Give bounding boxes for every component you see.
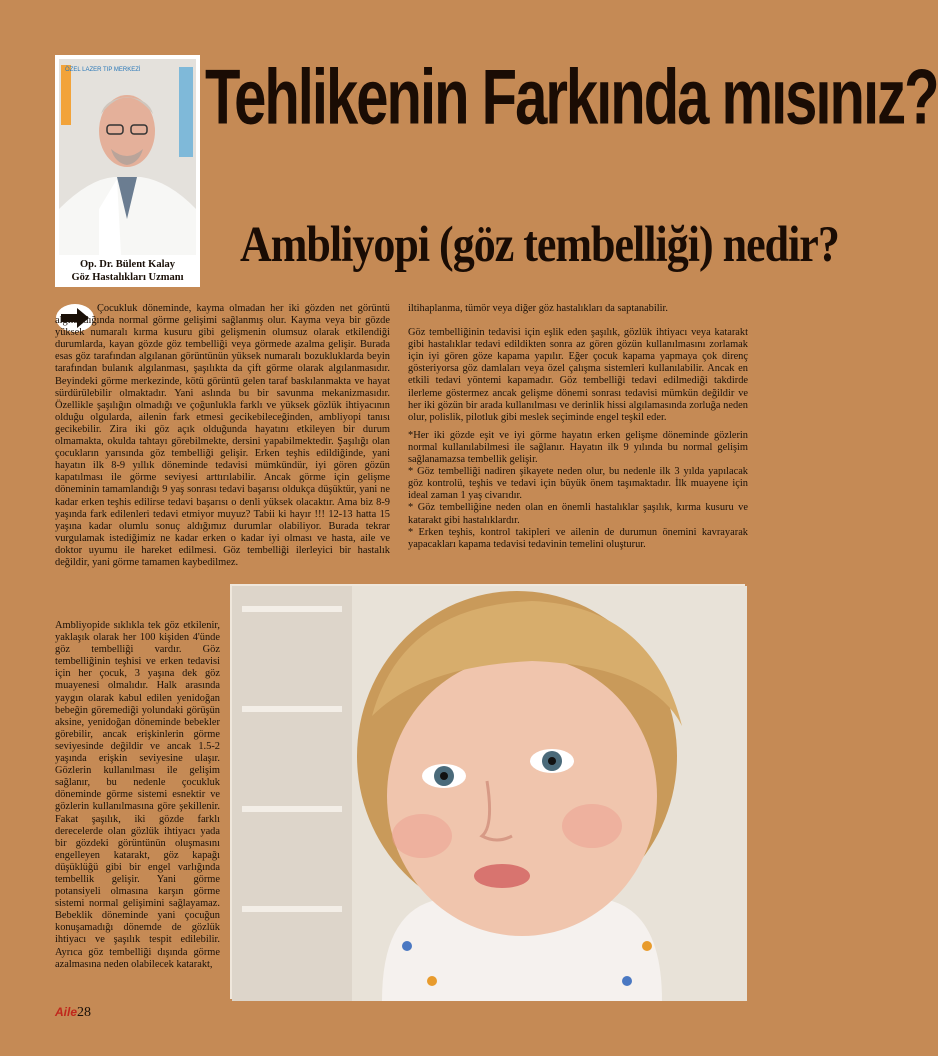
- bullet-paragraph: * Göz tembelliğine neden olan en önemli hastalıklar şaşılık, kırma kusuru ve katarakt gibi hastalıklardır.: [408, 502, 748, 526]
- doctor-portrait-image: [59, 59, 196, 255]
- child-face-image: [232, 586, 747, 1001]
- bullet-paragraph: *Her iki gözde eşit ve iyi görme hayatın erken gelişme döneminde gözlerin normal kullanılabilmesi ile sağlanır. Hayatın ilk 9 yılında bu normal gelişim sağlanamazsa tembellik gelişir.: [408, 429, 748, 466]
- article-subtitle: Ambliyopi (göz tembelliği) nedir?: [240, 216, 839, 273]
- left-column-lower: [55, 620, 220, 977]
- author-box: [55, 55, 200, 287]
- page-number: 28: [77, 1005, 92, 1020]
- magazine-logo: Aile: [55, 1005, 78, 1019]
- child-photo: [230, 584, 745, 999]
- paragraph: [55, 303, 390, 569]
- paragraph: Göz tembelliğinin tedavisi için eşlik eden şaşılık, gözlük ihtiyacı veya katarakt gibi hastalıklar tedavi edildikten sonra az gören gözün kullanılmasını zorlamak için iyi gören göze kapama yapılır. Eğer çocuk kapama yapmaya çok direnç gösteriyorsa göz damlaları veya özel çalışma sistemleri kullanılabilir. Ancak en etkili tedavi yöntemi kapamadır. Göz tembelliği tedavi edilmediği takdirde ilerleme göstermez ancak gelişme dönemi sonrası tedavisi mümkün değildir ve her iki gözün bir arada kullanılması ve derinlik hissi algılamasında zorluğa neden olur, polislik, pilotluk gibi meslek seçiminde engel teşkil eder.: [408, 327, 748, 423]
- right-column: [408, 303, 748, 551]
- author-caption: [55, 258, 200, 284]
- article-title: Tehlikenin Farkında mısınız?: [205, 53, 938, 142]
- left-column-upper: [55, 303, 390, 575]
- paragraph: Ambliyopide sıklıkla tek göz etkilenir, yaklaşık olarak her 100 kişiden 4'ünde göz tembelliği vardır. Göz tembelliğinin teşhisi ve erken tedavisi için her çocuk, 3 yaşına dek göz muayenesi olmalıdır. Halk arasında yaygın olarak kabul edilen yenidoğan bebeğin göremediği yolundaki görüşün aksine, yenidoğan döneminde bebekler görebilir, ancak erişkinlerin görme seviyesinde değildir ve ancak 1.5-2 yaşında erişkin seviyesine ulaşır. Gözlerin kullanılması ile gelişim sağlanır, bu nedenle çocukluk döneminde görme sistemi esnektir ve gözlerin kullanılmasına göre şekillenir. Fakat şaşılık, iki gözde farklı derecelerde olan gözlük ihtiyacı yada bir gözdeki görüntünün oluşmasını engelleyen katarakt, göz kapağı düşüklüğü gibi bir engel varlığında tembellik gelişir. Yani görme potansiyeli olmasına karşın görme sistemi normal gelişimini sağlayamaz. Bebeklik döneminde yani çocuğun konuşamadığı dönemde de gözlük ihtiyacı ve şaşılık tespit edilebilir. Ayrıca göz tembelliği dışında görme azalmasına neden olabilecek katarakt,: [55, 620, 220, 970]
- bullet-paragraph: * Erken teşhis, kontrol takipleri ve ailenin de durumun önemini kavrayarak yapacakları kapama tedavisi tedavinin temelini oluşturur.: [408, 526, 748, 550]
- author-photo: [59, 59, 196, 255]
- author-name: Op. Dr. Bülent Kalay: [79, 259, 175, 270]
- bullet-paragraph: * Göz tembelliği nadiren şikayete neden olur, bu nedenle ilk 3 yılda yapılacak göz kontrolü, teşhis ve tedavi için büyük önem taşımaktadır. İlk muayene için ideal zaman 1 yaş civarıdır.: [408, 466, 748, 502]
- paragraph: iltihaplanma, tümör veya diğer göz hastalıkları da saptanabilir.: [408, 303, 668, 314]
- clinic-sign-text: ÖZEL LAZER TIP MERKEZİ: [65, 67, 141, 73]
- page-footer: [55, 1005, 91, 1021]
- paragraph-text: Çocukluk döneminde, kayma olmadan her iki gözden net görüntü algılandığında normal görme gelişimi sağlanmış olur. Kayma veya bir gözde yüksek numaralı kırma kusuru gibi gelişmenin olumsuz olarak etkilendiği durumlarda, kayan gözde göz tembelliği veya görmede azalma gelişir. Burada esas göz tarafından algılanan görüntünün yüksek numaralı bozukluklarda beyin tarafından bulanık algılanması, şaşılıkta da çift görme olarak algılanmasıdır. Beyindeki görme merkezinde, kötü görüntü gelen taraf baskılanmakta ve hayat sürdürülebilir olmaktadır. Yani aslında bu bir savunma mekanizmasıdır. Özellikle şaşılığın olmadığı ve çoğunlukla farklı ve yüksek gözlük ihtiyacının olduğu olgularda, ailenin fark etmesi gecikebileceğinden, ambliyopi tanısı gecikebilir. Zira iki göz açık olduğunda hayatını etkileyen bir durum olmamakta, okulda tahtayı görebilmekte, dersini yapabilmektedir. Şaşılığı olan çocukların yarısında göz tembelliği gelişir. Erken teşhis edildiğinde, yani hayatın ilk 8-9 yıllık döneminde tedavisi mümkündür, iyi gören gözün kapatılması ile görme seviyesi arttırılabilir. Ancak görme için gelişme döneminin tamamlandığı 9 yaş sonrası tedavi başarısı oldukça düşüktür, yani ne kadar erken teşhis edilirse tedavi başarısı o denli yüksek olacaktır. Ama biz 8-9 yaşında fark edilenleri tedavi etmiyor muyuz? Tabii ki hayır !!! 12-13 hatta 15 yaşına kadar olumlu sonuç aldığımız durumlar olabiliyor. Burada tekrar vurgulamak istediğimiz ne kadar erken o kadar iyi olması ve hasta, aile ve doktor uyumu ile hareket edilmesi. Göz tembelliği ilerleyici bir hastalık değildir, yani görme tamamen kaybedilmez.: [55, 303, 390, 568]
- author-role: Göz Hastalıkları Uzmanı: [71, 272, 184, 283]
